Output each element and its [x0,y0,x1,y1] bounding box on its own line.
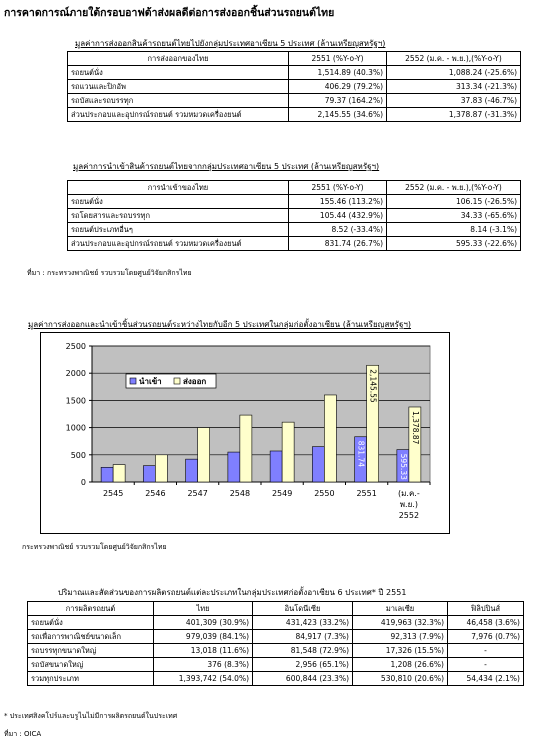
table3-source: ที่มา : OICA [4,730,42,738]
header-cell: การผลิตรถยนต์ [28,602,154,616]
y-tick-label: 1000 [65,423,86,433]
table-row [68,66,521,80]
row-label: รถยนต์นั่ง [28,616,154,630]
table-row [28,658,524,672]
value-cell: 419,963 (32.3%) [353,616,448,630]
value-cell: 155.46 (113.2%) [289,195,387,209]
chart-caption: มูลค่าการส่งออกและนำเข้าชิ้นส่วนรถยนต์ระหว่างไทยกับอีก 5 ประเทศในกลุ่มก่อตั้งอาเซียน (ล้านเหรียญสหรัฐฯ) [28,320,411,329]
y-tick-label: 0 [80,478,86,487]
row-label: รถโดยสารและรถบรรทุก [68,209,289,223]
row-label: รถแวนและปิกอัพ [68,80,289,94]
value-cell: 313.34 (-21.3%) [387,80,521,94]
row-label: รถยนต์นั่ง [68,195,289,209]
bar-export [155,455,167,482]
table-row [68,223,521,237]
x-tick-label: 2549 [271,489,293,498]
y-tick-label: 2500 [65,342,86,351]
value-cell: 530,810 (20.6%) [353,672,448,686]
row-label: รถบัสและรถบรรทุก [68,94,289,108]
value-cell: - [448,658,524,672]
value-cell: 1,088.24 (-25.6%) [387,66,521,80]
table-row [68,108,521,122]
table-row [68,209,521,223]
value-cell: 17,326 (15.5%) [353,644,448,658]
x-tick-label: 2546 [145,489,166,498]
value-cell: 84,917 (7.3%) [253,630,353,644]
table-row [68,237,521,251]
table-row [68,94,521,108]
bar-export [240,415,252,482]
header-cell: อินโดนีเซีย [253,602,353,616]
data-label: 595.33 [398,453,408,480]
value-cell: 376 (8.3%) [154,658,253,672]
row-label: รถเพื่อการพาณิชย์ขนาดเล็ก [28,630,154,644]
bar-import [312,447,324,482]
bar-import [101,467,113,482]
chart-source: กระทรวงพาณิชย์ รวบรวมโดยศูนย์วิจัยกสิกรไทย [22,543,167,551]
value-cell: 13,018 (11.6%) [154,644,253,658]
x-tick-label: 2552 [398,511,420,520]
page-title: การคาดการณ์ภายใต้กรอบอาฟต้าส่งผลดีต่อการส่งออกชิ้นส่วนรถยนต์ไทย [4,7,335,19]
table-row [28,616,524,630]
table-header-row [68,52,521,66]
value-cell: 595.33 (-22.6%) [387,237,521,251]
table3-caption: ปริมาณและสัดส่วนของการผลิตรถยนต์แต่ละประเภทในกลุ่มประเทศก่อตั้งอาเซียน 6 ประเทศ* ปี 2551 [58,588,407,597]
row-label: รถยนต์นั่ง [68,66,289,80]
header-cell: 2551 (%Y-o-Y) [289,181,387,195]
table-row [28,630,524,644]
value-cell: 2,145.55 (34.6%) [289,108,387,122]
header-cell: การส่งออกของไทย [68,52,289,66]
bar-import [186,459,198,482]
value-cell: 46,458 (3.6%) [448,616,524,630]
legend-swatch [174,378,180,384]
value-cell: 1,393,742 (54.0%) [154,672,253,686]
header-cell: 2552 (ม.ค. - พ.ย.),(%Y-o-Y) [387,52,521,66]
legend-label: ส่งออก [183,377,207,386]
value-cell: 600,844 (23.3%) [253,672,353,686]
bar-export [324,395,336,482]
value-cell: 1,378.87 (-31.3%) [387,108,521,122]
value-cell: 54,434 (2.1%) [448,672,524,686]
production-table [27,601,524,686]
table-row [68,80,521,94]
header-cell: มาเลเซีย [353,602,448,616]
value-cell: 81,548 (72.9%) [253,644,353,658]
x-tick-label: 2551 [356,489,377,498]
row-label: รวมทุกประเภท [28,672,154,686]
value-cell: 831.74 (26.7%) [289,237,387,251]
bar-import [228,452,240,482]
legend-label: นำเข้า [139,377,162,386]
row-label: รถบรรทุกขนาดใหญ่ [28,644,154,658]
row-label: รถบัสขนาดใหญ่ [28,658,154,672]
value-cell: 406.29 (79.2%) [289,80,387,94]
x-tick-label: พ.ย.) [399,500,418,509]
value-cell: 105.44 (432.9%) [289,209,387,223]
value-cell: 79.37 (164.2%) [289,94,387,108]
bar-chart [40,332,450,534]
value-cell: - [448,644,524,658]
header-cell: การนำเข้าของไทย [68,181,289,195]
table-header-row [28,602,524,616]
data-label: 2,145.55 [368,369,378,403]
data-label: 1,378.87 [410,410,420,445]
value-cell: 401,309 (30.9%) [154,616,253,630]
x-tick-label: 2547 [187,489,208,498]
value-cell: 37.83 (-46.7%) [387,94,521,108]
x-tick-label: 2545 [102,489,124,498]
table-row [28,672,524,686]
import-table [67,180,521,251]
value-cell: 1,208 (26.6%) [353,658,448,672]
row-label: รถยนต์ประเภทอื่นๆ [68,223,289,237]
data-label: 831.74 [356,440,366,468]
table2-source: ที่มา : กระทรวงพาณิชย์ รวบรวมโดยศูนย์วิจัยกสิกรไทย [27,269,192,277]
x-tick-label: (ม.ค.- [398,489,420,498]
chart-container [40,332,450,534]
table2-caption: มูลค่าการนำเข้าสินค้ารถยนต์ไทยจากกลุ่มประเทศอาเซียน 5 ประเทศ (ล้านเหรียญสหรัฐฯ) [73,162,380,171]
export-table [67,51,521,122]
value-cell: 8.14 (-3.1%) [387,223,521,237]
value-cell: 979,039 (84.1%) [154,630,253,644]
row-label: ส่วนประกอบและอุปกรณ์รถยนต์ รวมหมวดเครื่องยนต์ [68,237,289,251]
value-cell: 92,313 (7.9%) [353,630,448,644]
value-cell: 7,976 (0.7%) [448,630,524,644]
table-row [68,195,521,209]
value-cell: 1,514.89 (40.3%) [289,66,387,80]
header-cell: 2551 (%Y-o-Y) [289,52,387,66]
value-cell: 431,423 (33.2%) [253,616,353,630]
value-cell: 2,956 (65.1%) [253,658,353,672]
bar-export [282,422,294,482]
value-cell: 106.15 (-26.5%) [387,195,521,209]
bar-export [198,428,210,482]
bar-export [113,465,125,482]
table-row [28,644,524,658]
bar-import [270,451,282,482]
header-cell: ไทย [154,602,253,616]
table1-caption: มูลค่าการส่งออกสินค้ารถยนต์ไทยไปยังกลุ่มประเทศอาเซียน 5 ประเทศ (ล้านเหรียญสหรัฐฯ) [75,39,386,48]
legend-swatch [130,378,136,384]
header-cell: 2552 (ม.ค. - พ.ย.),(%Y-o-Y) [387,181,521,195]
value-cell: 8.52 (-33.4%) [289,223,387,237]
x-tick-label: 2548 [229,489,251,498]
header-cell: ฟิลิปปินส์ [448,602,524,616]
y-tick-label: 500 [70,450,86,460]
x-tick-label: 2550 [314,489,335,498]
plot-area [92,346,430,482]
y-tick-label: 2000 [65,369,86,379]
row-label: ส่วนประกอบและอุปกรณ์รถยนต์ รวมหมวดเครื่องยนต์ [68,108,289,122]
table-header-row [68,181,521,195]
table3-footnote: * ประเทศสิงคโปร์และบรูไนไม่มีการผลิตรถยนต์ในประเทศ [4,712,178,720]
y-tick-label: 1500 [65,396,86,406]
value-cell: 34.33 (-65.6%) [387,209,521,223]
bar-import [143,466,155,482]
